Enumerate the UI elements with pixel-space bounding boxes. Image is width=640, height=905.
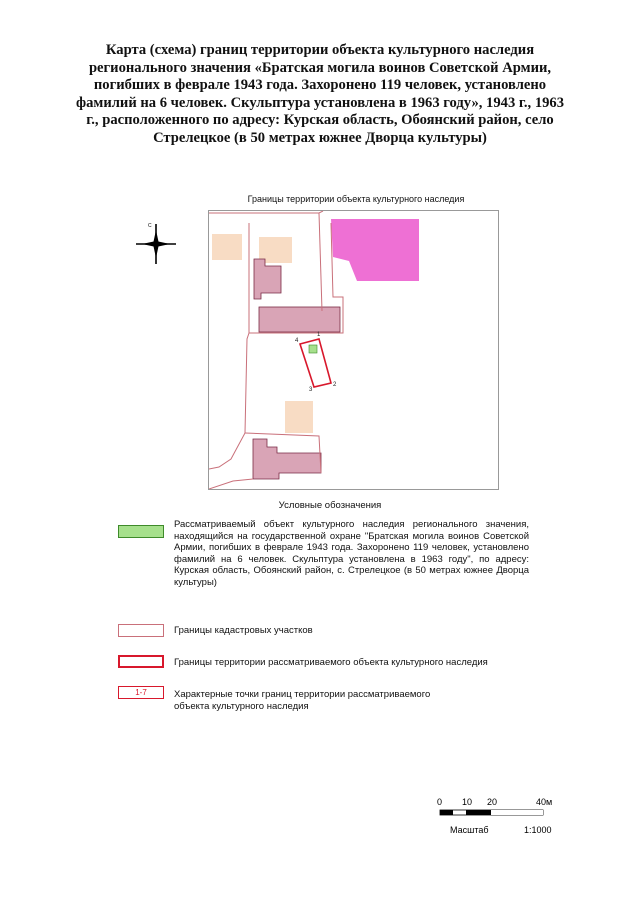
legend-text-points: Характерные точки границ территории рассматриваемого объекта культурного наследия [174,689,431,712]
cadastral-boundary [209,479,253,489]
scale-ratio: 1:1000 [524,825,552,835]
legend-swatch-heritage-boundary [118,655,164,668]
scale-tick-0: 0 [437,797,443,807]
legend-swatch-cadastral [118,624,164,637]
light-area [285,401,313,433]
point-label-2: 2 [333,382,337,388]
magenta-area [331,219,419,281]
legend-swatch-monument [118,525,164,538]
legend-text-monument: Рассматриваемый объект культурного наследия регионального значения, находящийся на государственной охране "Братская могила воинов Советской Армии, погибших в феврале 1943 года. Захоронено 119 человек, установлено фамилий на 6 человек. Скульптура установлена в 1963 году", по адресу: Курская область, Обоянский район, с. Стрелецкое (в 50 метрах южнее Дворца культуры) [174,519,529,588]
legend-text-cadastral: Границы кадастровых участков [174,625,313,636]
scale-tick-20: 20 [487,797,498,807]
map-caption: Границы территории объекта культурного наследия [247,194,465,204]
building [253,439,321,479]
scale-tick-40: 40м [536,797,553,807]
map-frame [208,210,499,490]
document-title: Карта (схема) границ территории объекта культурного наследия регионального значения «Братская могила воинов Советской Армии, погибших в феврале 1943 года. Захоронено 119 человек, установлено фамилий на 6 человек. Скульптура установлена в 1963 году», 1943 г., 1963 г., расположенного по адресу: Курская область, Обоянский район, село Стрелецкое (в 50 метрах южнее Дворца культуры) [75,42,565,146]
legend-title: Условные обозначения [278,500,382,511]
monument [309,345,317,353]
legend-text-heritage-boundary: Границы территории рассматриваемого объекта культурного наследия [174,657,488,668]
legend-swatch-points-label: 1-7 [135,688,147,697]
map-canvas [209,211,498,489]
point-label-4: 4 [295,338,299,344]
north-arrow-icon [134,222,178,266]
point-label-1: 1 [317,332,321,338]
scale-tick-10: 10 [462,797,473,807]
building [254,259,281,299]
cadastral-boundary [209,211,323,213]
scale-bar [420,795,590,845]
building [259,307,340,332]
point-label-3: 3 [309,387,313,393]
light-area [212,234,242,260]
north-label: С [148,223,152,229]
cadastral-boundary [319,213,322,311]
cadastral-boundary [209,333,249,469]
legend-swatch-points [118,686,164,699]
scale-label: Масштаб [450,825,489,835]
